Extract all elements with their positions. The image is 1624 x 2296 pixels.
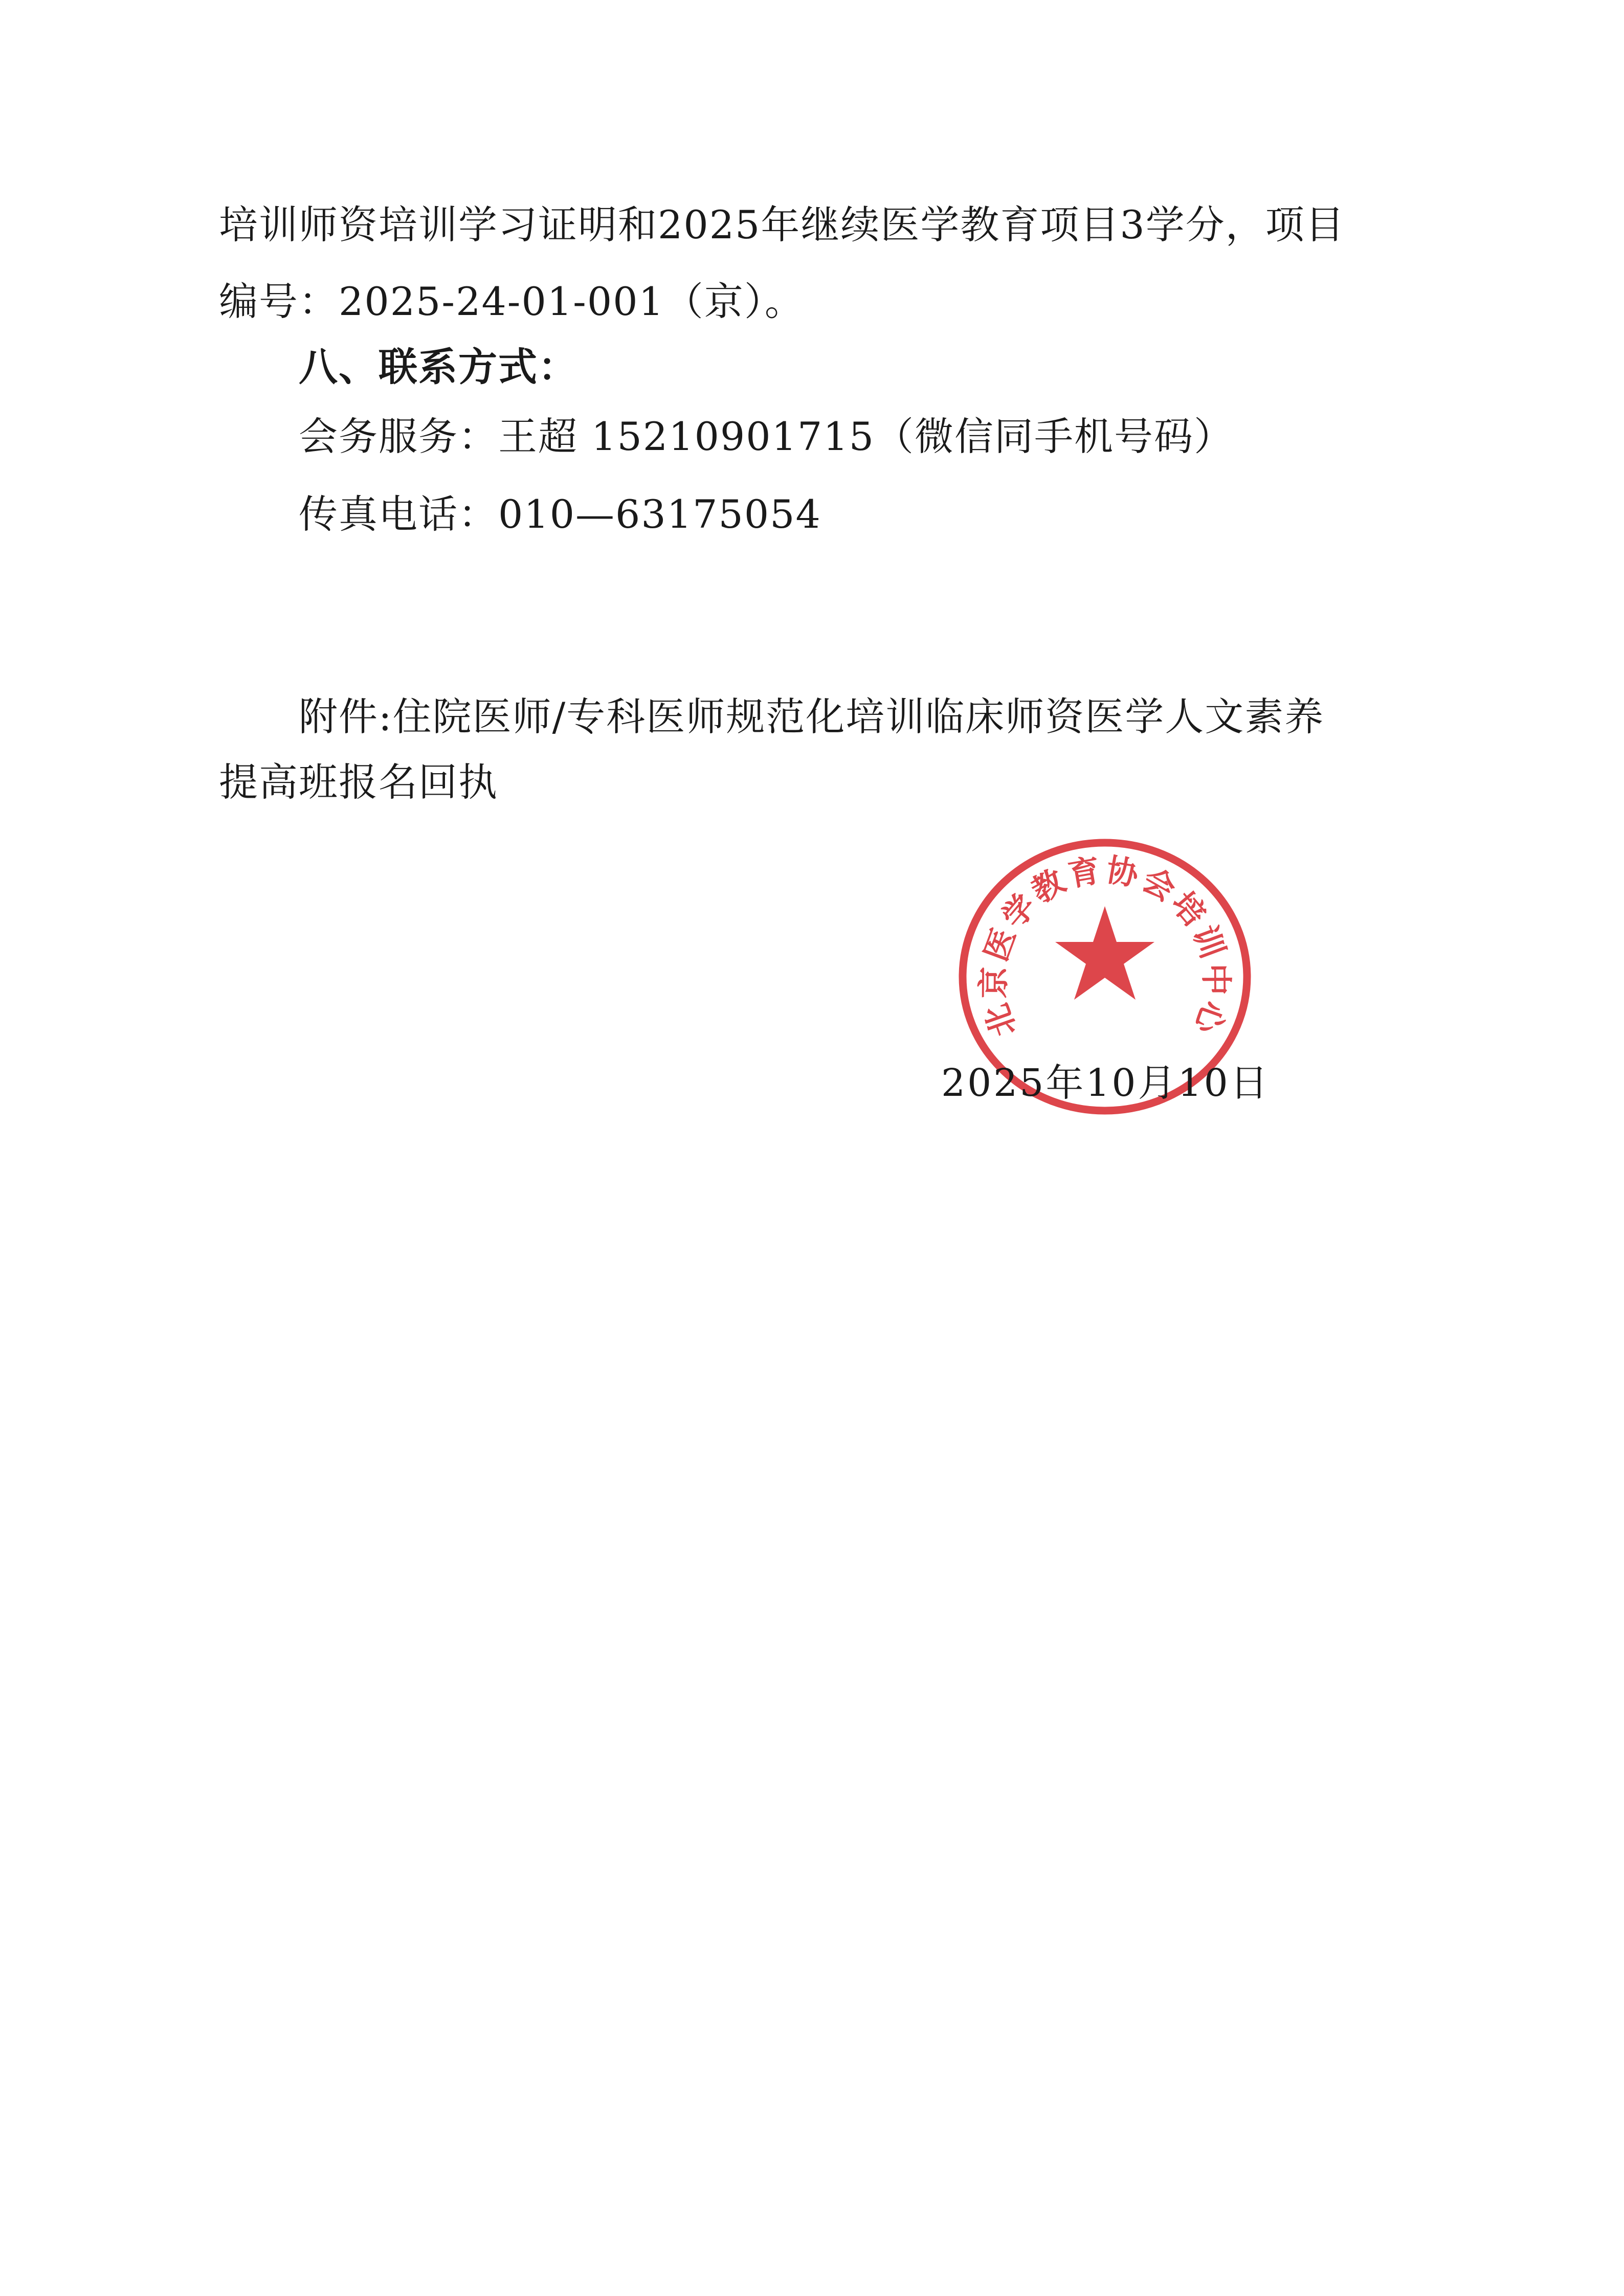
project-number-line: 编号：2025-24-01-001（京）。 — [219, 279, 805, 324]
section-heading-contact: 八、联系方式： — [299, 344, 578, 390]
document-date: 2025年10月10日 — [941, 1061, 1270, 1105]
contact-service-line: 会务服务：王超 15210901715（微信同手机号码） — [299, 414, 1234, 459]
seal-star-icon — [1055, 906, 1154, 1000]
contact-fax-line: 传真电话：010—63175054 — [299, 491, 821, 537]
attachment-line-continued: 提高班报名回执 — [219, 759, 498, 805]
attachment-line: 附件:住院医师/专科医师规范化培训临床师资医学人文素养 — [299, 694, 1325, 739]
seal-text: 北京医学教育协会培训中心 — [974, 850, 1235, 1042]
body-text-line: 培训师资培训学习证明和2025年继续医学教育项目3学分，项目 — [219, 202, 1345, 247]
